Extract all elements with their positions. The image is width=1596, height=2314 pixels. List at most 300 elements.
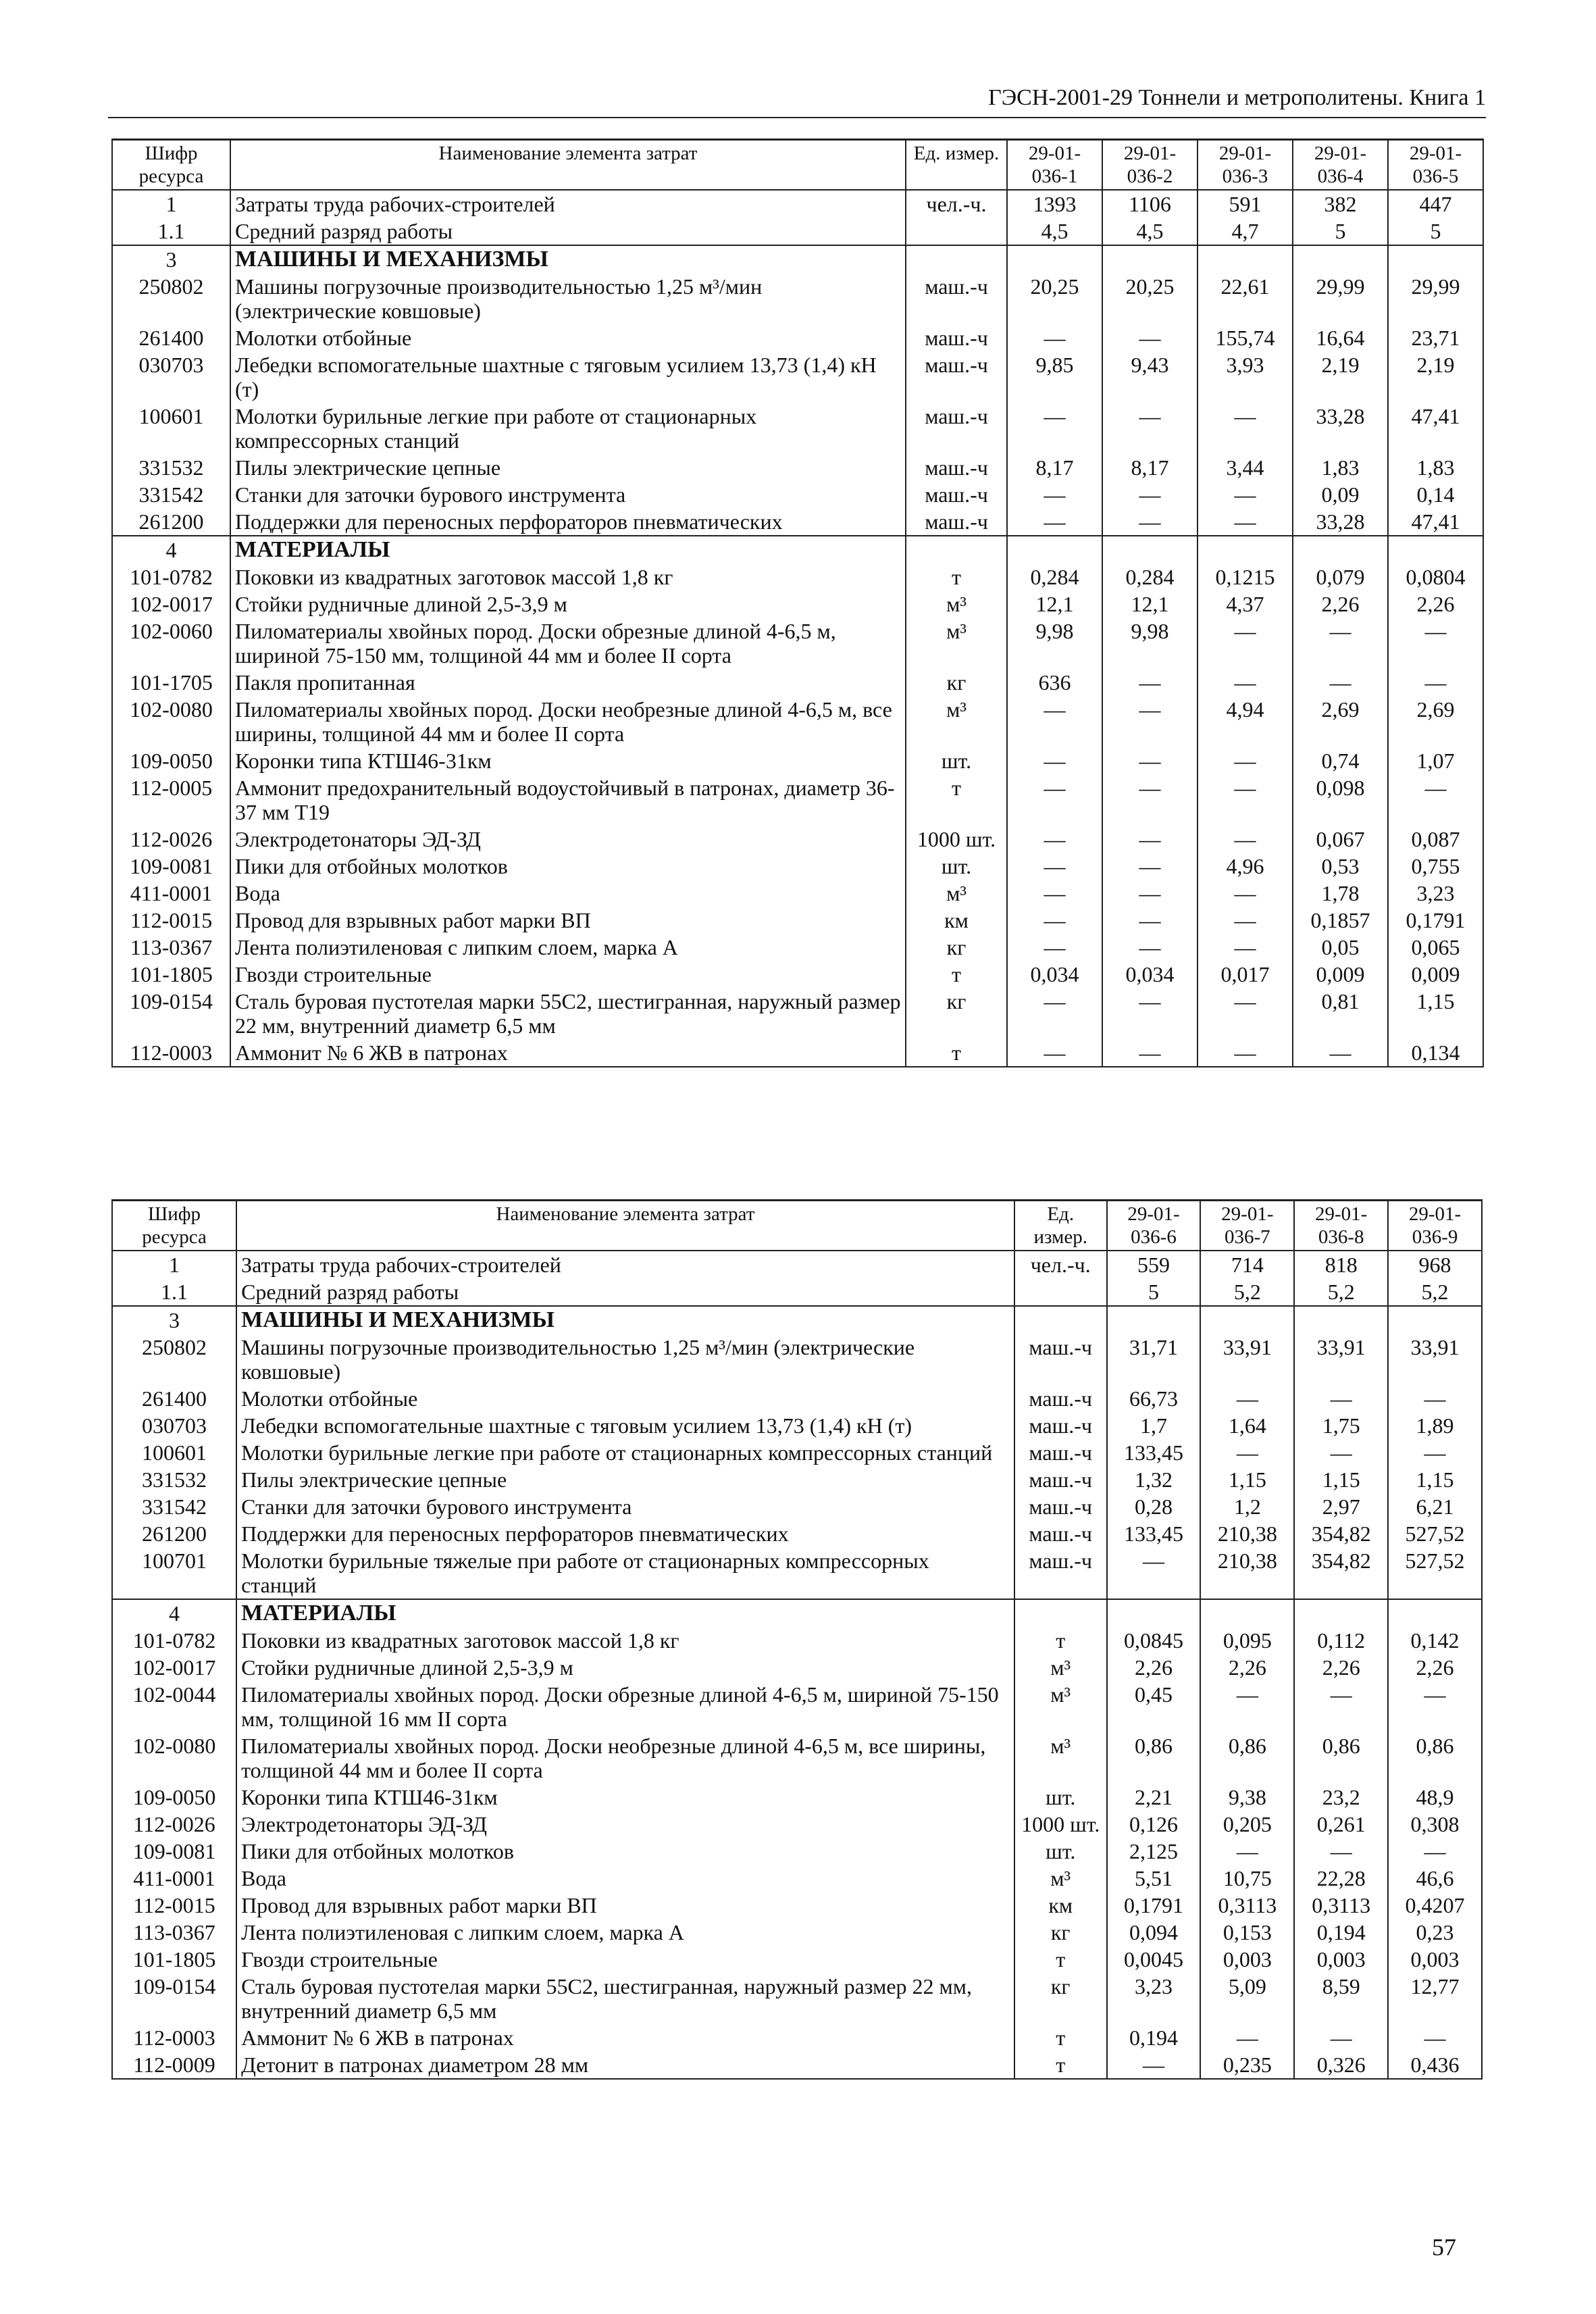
resource-value: — — [1388, 1439, 1482, 1466]
resource-value — [1294, 1599, 1388, 1627]
resource-unit: шт. — [1014, 1838, 1107, 1865]
resource-unit: м³ — [1014, 1732, 1107, 1784]
resource-unit: маш.-ч — [906, 403, 1007, 454]
table-row — [112, 907, 1483, 934]
resource-unit: чел.-ч. — [906, 190, 1007, 218]
resource-value: 0,284 — [1007, 563, 1102, 590]
table-row — [112, 245, 1483, 273]
resource-unit: км — [1014, 1892, 1107, 1919]
resource-value: 23,71 — [1388, 324, 1483, 351]
resource-value: 8,17 — [1102, 454, 1198, 481]
resource-value: 5,2 — [1388, 1278, 1482, 1306]
resource-value: — — [1102, 934, 1198, 961]
resource-value: 1393 — [1007, 190, 1102, 218]
resource-value: 0,142 — [1388, 1627, 1482, 1654]
resource-value: 0,261 — [1294, 1811, 1388, 1838]
resource-value: 0,326 — [1294, 2051, 1388, 2079]
table-row — [112, 988, 1483, 1039]
resource-value: 2,19 — [1388, 351, 1483, 403]
resource-unit: маш.-ч — [906, 481, 1007, 508]
resource-value: 2,26 — [1388, 1654, 1482, 1681]
resource-value: 0,034 — [1102, 961, 1198, 988]
resource-name: Аммонит предохранительный водоустойчивый в патронах, диаметр 36-37 мм Т19 — [230, 774, 906, 826]
resource-value: — — [1294, 2024, 1388, 2051]
resource-value: 1,15 — [1388, 1466, 1482, 1493]
resource-unit: 1000 шт. — [1014, 1811, 1107, 1838]
resource-code: 1 — [112, 1251, 236, 1278]
resource-value: 0,098 — [1293, 774, 1388, 826]
table-row — [112, 273, 1483, 324]
resource-table-1 — [111, 139, 1484, 1067]
resource-value: 29,99 — [1293, 273, 1388, 324]
resource-value: 1,89 — [1388, 1412, 1482, 1439]
resource-value: 1,15 — [1388, 988, 1483, 1039]
resource-value: 2,26 — [1293, 590, 1388, 618]
table-row — [112, 853, 1483, 880]
resource-name: Пики для отбойных молотков — [236, 1838, 1014, 1865]
resource-value: 0,755 — [1388, 853, 1483, 880]
resource-value: — — [1102, 696, 1198, 747]
resource-value: — — [1007, 826, 1102, 853]
resource-value — [1107, 1306, 1201, 1334]
resource-value: 3,23 — [1107, 1973, 1201, 2024]
resource-unit — [906, 245, 1007, 273]
table-row — [112, 1439, 1482, 1466]
resource-name: Лента полиэтиленовая с липким слоем, марка А — [230, 934, 906, 961]
table-row — [112, 1654, 1482, 1681]
table-row — [112, 1732, 1482, 1784]
table-row — [112, 1334, 1482, 1385]
resource-value: 0,017 — [1198, 961, 1293, 988]
resource-value: 0,009 — [1293, 961, 1388, 988]
resource-value: — — [1007, 880, 1102, 907]
resource-value: 5 — [1388, 218, 1483, 245]
resource-name: Поковки из квадратных заготовок массой 1,8 кг — [236, 1627, 1014, 1654]
resource-name: Аммонит № 6 ЖВ в патронах — [236, 2024, 1014, 2051]
resource-unit: т — [906, 563, 1007, 590]
header-col: 29-01-036-7 — [1200, 1201, 1294, 1251]
resource-code: 109-0154 — [112, 1973, 236, 2024]
resource-unit: м³ — [906, 618, 1007, 669]
resource-value: 29,99 — [1388, 273, 1483, 324]
table-row — [112, 1865, 1482, 1892]
resource-value — [1198, 245, 1293, 273]
resource-value: 4,96 — [1198, 853, 1293, 880]
resource-value: 0,1215 — [1198, 563, 1293, 590]
resource-value — [1293, 536, 1388, 563]
resource-value: 0,3113 — [1294, 1892, 1388, 1919]
resource-value — [1007, 536, 1102, 563]
table-body — [112, 1251, 1482, 2079]
resource-value: 2,69 — [1293, 696, 1388, 747]
table-row — [112, 1973, 1482, 2024]
resource-value: — — [1198, 747, 1293, 774]
resource-value: 4,5 — [1102, 218, 1198, 245]
resource-unit: маш.-ч — [1014, 1412, 1107, 1439]
resource-name: Станки для заточки бурового инструмента — [230, 481, 906, 508]
resource-value: 210,38 — [1200, 1520, 1294, 1547]
resource-unit: кг — [906, 934, 1007, 961]
resource-unit: маш.-ч — [1014, 1493, 1107, 1520]
resource-value: 0,087 — [1388, 826, 1483, 853]
resource-code: 112-0005 — [112, 774, 230, 826]
header-unit: Ед. измер. — [906, 140, 1007, 191]
resource-name: Поковки из квадратных заготовок массой 1,8 кг — [230, 563, 906, 590]
resource-name: Молотки бурильные тяжелые при работе от стационарных компрессорных станций — [236, 1547, 1014, 1599]
page-number: 57 — [1432, 2234, 1456, 2261]
table-row — [112, 1466, 1482, 1493]
resource-value: 48,9 — [1388, 1784, 1482, 1811]
resource-value: 1,64 — [1200, 1412, 1294, 1439]
resource-code: 113-0367 — [112, 934, 230, 961]
resource-value: 0,205 — [1200, 1811, 1294, 1838]
resource-code: 1 — [112, 190, 230, 218]
resource-name: МАТЕРИАЛЫ — [230, 536, 906, 563]
resource-code: 030703 — [112, 351, 230, 403]
page-header-title: ГЭСН-2001-29 Тоннели и метрополитены. Книга 1 — [988, 85, 1486, 110]
resource-value: 2,26 — [1294, 1654, 1388, 1681]
resource-name: Поддержки для переносных перфораторов пневматических — [230, 508, 906, 536]
resource-value: — — [1107, 1547, 1201, 1599]
resource-value: 9,85 — [1007, 351, 1102, 403]
table-row — [112, 1251, 1482, 1278]
resource-value: 559 — [1107, 1251, 1201, 1278]
table-row — [112, 1278, 1482, 1306]
resource-value: 0,003 — [1388, 1946, 1482, 1973]
resource-value: — — [1007, 696, 1102, 747]
resource-unit: маш.-ч — [906, 273, 1007, 324]
resource-value: 20,25 — [1102, 273, 1198, 324]
resource-value: 0,436 — [1388, 2051, 1482, 2079]
resource-value: — — [1388, 1838, 1482, 1865]
resource-name: Лента полиэтиленовая с липким слоем, марка А — [236, 1919, 1014, 1946]
resource-value: 5,2 — [1294, 1278, 1388, 1306]
resource-value: 2,26 — [1200, 1654, 1294, 1681]
resource-name: Молотки отбойные — [230, 324, 906, 351]
resource-value: 354,82 — [1294, 1520, 1388, 1547]
resource-value: — — [1102, 747, 1198, 774]
resource-value: 0,0804 — [1388, 563, 1483, 590]
resource-code: 112-0026 — [112, 826, 230, 853]
resource-name: Молотки бурильные легкие при работе от стационарных компрессорных станций — [236, 1439, 1014, 1466]
resource-value: — — [1007, 324, 1102, 351]
resource-unit: шт. — [906, 853, 1007, 880]
resource-value: 4,7 — [1198, 218, 1293, 245]
resource-code: 331532 — [112, 454, 230, 481]
table-row — [112, 1919, 1482, 1946]
table-row — [112, 747, 1483, 774]
resource-code: 112-0026 — [112, 1811, 236, 1838]
resource-code: 112-0003 — [112, 2024, 236, 2051]
resource-value: 0,45 — [1107, 1681, 1201, 1732]
table-row — [112, 774, 1483, 826]
resource-code: 331542 — [112, 481, 230, 508]
resource-value: 0,194 — [1107, 2024, 1201, 2051]
resource-unit: кг — [1014, 1919, 1107, 1946]
resource-value: 354,82 — [1294, 1547, 1388, 1599]
resource-value: — — [1007, 774, 1102, 826]
resource-code: 250802 — [112, 1334, 236, 1385]
resource-value: — — [1198, 880, 1293, 907]
resource-unit: маш.-ч — [906, 351, 1007, 403]
resource-code: 109-0050 — [112, 747, 230, 774]
resource-value: 1,78 — [1293, 880, 1388, 907]
resource-value: 1,2 — [1200, 1493, 1294, 1520]
table-row — [112, 1599, 1482, 1627]
resource-name: Сталь буровая пустотелая марки 55С2, шестигранная, наружный размер 22 мм, внутренний диаметр 6,5 мм — [230, 988, 906, 1039]
resource-value: 33,28 — [1293, 403, 1388, 454]
resource-name: Гвозди строительные — [236, 1946, 1014, 1973]
resource-code: 1.1 — [112, 218, 230, 245]
resource-value: 5,51 — [1107, 1865, 1201, 1892]
resource-value: 12,1 — [1007, 590, 1102, 618]
resource-value: — — [1388, 1681, 1482, 1732]
resource-value: 1,07 — [1388, 747, 1483, 774]
table-row — [112, 961, 1483, 988]
resource-value: — — [1102, 481, 1198, 508]
table-row — [112, 324, 1483, 351]
resource-code: 102-0017 — [112, 590, 230, 618]
resource-value: 22,61 — [1198, 273, 1293, 324]
resource-value: 22,28 — [1294, 1865, 1388, 1892]
resource-value: 0,065 — [1388, 934, 1483, 961]
table-row — [112, 1039, 1483, 1067]
resource-value: — — [1293, 1039, 1388, 1067]
resource-unit: маш.-ч — [1014, 1466, 1107, 1493]
resource-code: 109-0081 — [112, 1838, 236, 1865]
resource-code: 102-0080 — [112, 1732, 236, 1784]
resource-value — [1102, 536, 1198, 563]
resource-unit: кг — [906, 988, 1007, 1039]
resource-value: 9,43 — [1102, 351, 1198, 403]
resource-value: — — [1007, 988, 1102, 1039]
resource-value: 4,94 — [1198, 696, 1293, 747]
resource-name: МАТЕРИАЛЫ — [236, 1599, 1014, 1627]
table-row — [112, 590, 1483, 618]
resource-value: 0,134 — [1388, 1039, 1483, 1067]
resource-code: 250802 — [112, 273, 230, 324]
resource-value — [1388, 1306, 1482, 1334]
resource-unit: кг — [1014, 1973, 1107, 2024]
resource-value: 0,079 — [1293, 563, 1388, 590]
header-name: Наименование элемента затрат — [236, 1201, 1014, 1251]
resource-value: 3,93 — [1198, 351, 1293, 403]
resource-unit: 1000 шт. — [906, 826, 1007, 853]
table-row — [112, 563, 1483, 590]
resource-value: 2,21 — [1107, 1784, 1201, 1811]
resource-code: 261200 — [112, 508, 230, 536]
resource-value: — — [1293, 618, 1388, 669]
resource-value: — — [1102, 403, 1198, 454]
resource-name: Коронки типа КТШ46-31км — [236, 1784, 1014, 1811]
resource-value: 0,126 — [1107, 1811, 1201, 1838]
resource-value: 0,1791 — [1107, 1892, 1201, 1919]
resource-name: Затраты труда рабочих-строителей — [236, 1251, 1014, 1278]
resource-unit: маш.-ч — [1014, 1385, 1107, 1412]
resource-value: — — [1200, 1681, 1294, 1732]
resource-unit: т — [1014, 1946, 1107, 1973]
resource-code: 331532 — [112, 1466, 236, 1493]
resource-value: 1,15 — [1200, 1466, 1294, 1493]
resource-value: 0,86 — [1200, 1732, 1294, 1784]
resource-code: 030703 — [112, 1412, 236, 1439]
resource-code: 101-1805 — [112, 1946, 236, 1973]
resource-value: 9,98 — [1102, 618, 1198, 669]
table-row — [112, 934, 1483, 961]
table-row — [112, 536, 1483, 563]
table-row — [112, 1520, 1482, 1547]
resource-value — [1388, 536, 1483, 563]
resource-name: Электродетонаторы ЭД-ЗД — [230, 826, 906, 853]
resource-value: — — [1198, 934, 1293, 961]
resource-value — [1102, 245, 1198, 273]
resource-value: — — [1107, 2051, 1201, 2079]
resource-code: 4 — [112, 1599, 236, 1627]
resource-value: — — [1388, 669, 1483, 696]
resource-value: 0,28 — [1107, 1493, 1201, 1520]
resource-name: МАШИНЫ И МЕХАНИЗМЫ — [230, 245, 906, 273]
resource-value — [1007, 245, 1102, 273]
resource-value: 0,86 — [1294, 1732, 1388, 1784]
resource-code: 411-0001 — [112, 880, 230, 907]
resource-value: 210,38 — [1200, 1547, 1294, 1599]
resource-value: 8,59 — [1294, 1973, 1388, 2024]
resource-value: 0,003 — [1200, 1946, 1294, 1973]
resource-code: 4 — [112, 536, 230, 563]
resource-value: — — [1007, 907, 1102, 934]
resource-value — [1294, 1306, 1388, 1334]
resource-code: 261400 — [112, 324, 230, 351]
resource-value: 12,1 — [1102, 590, 1198, 618]
resource-value: 0,09 — [1293, 481, 1388, 508]
resource-value: 0,14 — [1388, 481, 1483, 508]
resource-code: 102-0044 — [112, 1681, 236, 1732]
resource-code: 101-1805 — [112, 961, 230, 988]
table-row — [112, 1547, 1482, 1599]
header-unit: Ед. измер. — [1014, 1201, 1107, 1251]
resource-value: — — [1102, 1039, 1198, 1067]
resource-value: — — [1388, 774, 1483, 826]
resource-unit: маш.-ч — [906, 324, 1007, 351]
table-row — [112, 2051, 1482, 2079]
resource-value: 133,45 — [1107, 1439, 1201, 1466]
resource-table-2 — [111, 1199, 1483, 2080]
page-header — [108, 84, 1486, 118]
resource-value: — — [1294, 1838, 1388, 1865]
resource-value: 66,73 — [1107, 1385, 1201, 1412]
resource-value — [1200, 1599, 1294, 1627]
resource-unit — [1014, 1278, 1107, 1306]
resource-name: Пакля пропитанная — [230, 669, 906, 696]
resource-name: Электродетонаторы ЭД-ЗД — [236, 1811, 1014, 1838]
resource-code: 101-0782 — [112, 1627, 236, 1654]
resource-unit: м³ — [906, 590, 1007, 618]
resource-code: 101-0782 — [112, 563, 230, 590]
resource-unit: т — [1014, 1627, 1107, 1654]
resource-value: — — [1102, 880, 1198, 907]
resource-unit: т — [906, 774, 1007, 826]
table-row — [112, 826, 1483, 853]
resource-name: Лебедки вспомогательные шахтные с тяговым усилием 13,73 (1,4) кН (т) — [236, 1412, 1014, 1439]
resource-name: Сталь буровая пустотелая марки 55С2, шестигранная, наружный размер 22 мм, внутренний диаметр 6,5 мм — [236, 1973, 1014, 2024]
resource-code: 109-0081 — [112, 853, 230, 880]
resource-code: 109-0050 — [112, 1784, 236, 1811]
resource-value: 1,83 — [1293, 454, 1388, 481]
resource-name: Вода — [230, 880, 906, 907]
table-row — [112, 508, 1483, 536]
resource-value: — — [1294, 1439, 1388, 1466]
table-row — [112, 351, 1483, 403]
resource-unit: м³ — [1014, 1681, 1107, 1732]
resource-value: 33,91 — [1388, 1334, 1482, 1385]
resource-value: — — [1007, 508, 1102, 536]
resource-value: 1,15 — [1294, 1466, 1388, 1493]
resource-value: — — [1200, 1385, 1294, 1412]
resource-unit: маш.-ч — [1014, 1520, 1107, 1547]
resource-value: 47,41 — [1388, 403, 1483, 454]
resource-value: 2,125 — [1107, 1838, 1201, 1865]
resource-value: — — [1198, 669, 1293, 696]
resource-unit: м³ — [1014, 1654, 1107, 1681]
resource-name: Стойки рудничные длиной 2,5-3,9 м — [230, 590, 906, 618]
resource-value: 46,6 — [1388, 1865, 1482, 1892]
table-row — [112, 403, 1483, 454]
resource-unit: т — [1014, 2024, 1107, 2051]
resource-value: 5 — [1107, 1278, 1201, 1306]
resource-value: 0,1857 — [1293, 907, 1388, 934]
resource-value: 4,37 — [1198, 590, 1293, 618]
resource-code: 100601 — [112, 1439, 236, 1466]
resource-name: Провод для взрывных работ марки ВП — [230, 907, 906, 934]
table-header-row — [112, 140, 1483, 191]
resource-name: Пилы электрические цепные — [236, 1466, 1014, 1493]
resource-name: Затраты труда рабочих-строителей — [230, 190, 906, 218]
resource-name: Провод для взрывных работ марки ВП — [236, 1892, 1014, 1919]
resource-name: Молотки отбойные — [236, 1385, 1014, 1412]
resource-code: 3 — [112, 245, 230, 273]
table-row — [112, 1385, 1482, 1412]
resource-value: — — [1102, 669, 1198, 696]
resource-value: — — [1198, 826, 1293, 853]
header-col: 29-01-036-9 — [1388, 1201, 1482, 1251]
resource-value: — — [1198, 481, 1293, 508]
table-row — [112, 1627, 1482, 1654]
table-header-row — [112, 1201, 1482, 1251]
resource-name: Молотки бурильные легкие при работе от стационарных компрессорных станций — [230, 403, 906, 454]
resource-name: Пиломатериалы хвойных пород. Доски необрезные длиной 4-6,5 м, все ширины, толщиной 44 мм и более II сорта — [230, 696, 906, 747]
resource-value: — — [1007, 853, 1102, 880]
table-row — [112, 1811, 1482, 1838]
header-col: 29-01-036-3 — [1198, 140, 1293, 191]
resource-value: 9,38 — [1200, 1784, 1294, 1811]
table-row — [112, 1493, 1482, 1520]
resource-value: — — [1388, 1385, 1482, 1412]
resource-value: 636 — [1007, 669, 1102, 696]
resource-value: 155,74 — [1198, 324, 1293, 351]
resource-unit: шт. — [906, 747, 1007, 774]
table-row — [112, 190, 1483, 218]
resource-value — [1198, 536, 1293, 563]
resource-value: 0,53 — [1293, 853, 1388, 880]
resource-value: 0,81 — [1293, 988, 1388, 1039]
resource-unit: маш.-ч — [1014, 1439, 1107, 1466]
table-row — [112, 669, 1483, 696]
resource-value — [1200, 1306, 1294, 1334]
resource-value: 0,003 — [1294, 1946, 1388, 1973]
resource-value: 31,71 — [1107, 1334, 1201, 1385]
resource-value: 0,095 — [1200, 1627, 1294, 1654]
table-row — [112, 1412, 1482, 1439]
